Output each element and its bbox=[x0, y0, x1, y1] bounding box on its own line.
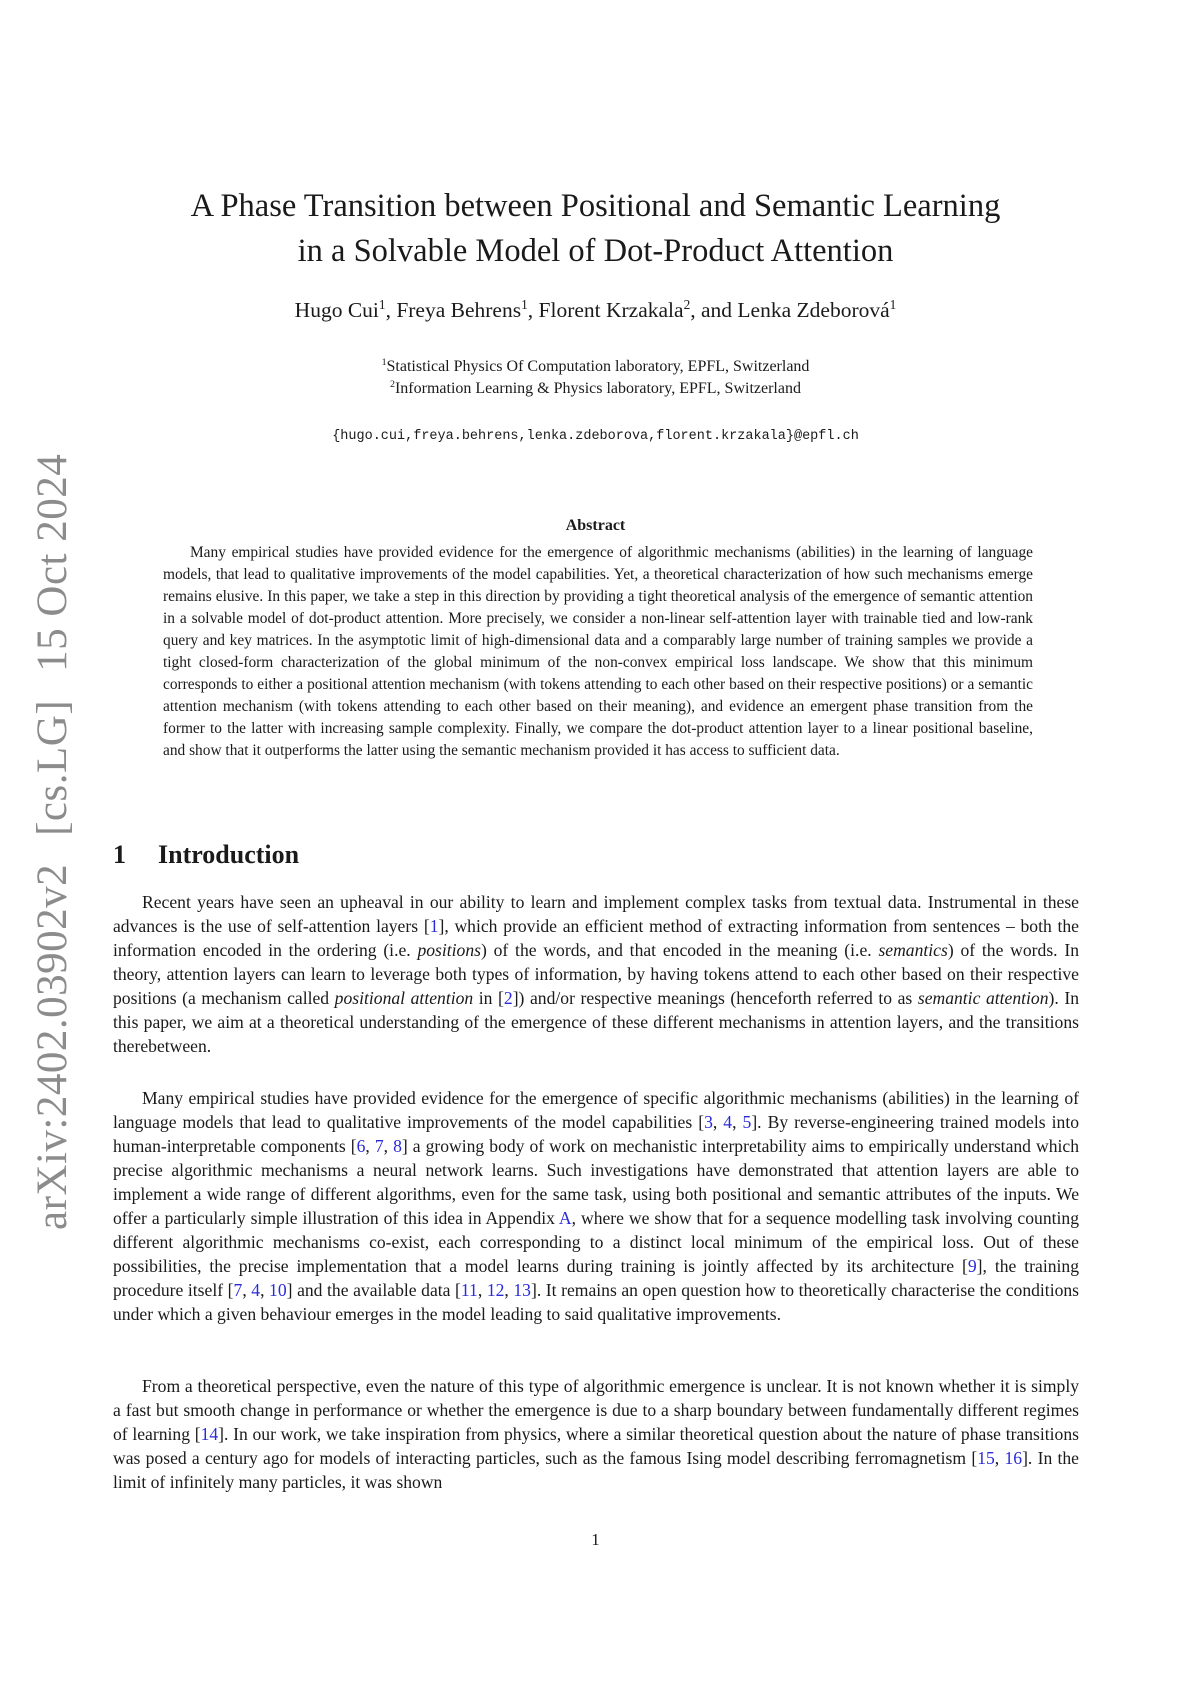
paragraph-text: , bbox=[260, 1280, 270, 1300]
page-number: 1 bbox=[591, 1530, 600, 1549]
author-name: Lenka Zdeborová bbox=[737, 298, 890, 322]
paragraph-text: Many empirical studies have provided evidence for the emergence of specific algorithmic mechanisms (abilities) in the learning of language models that lead to qualitative improvements of the model capabilities [ bbox=[113, 1088, 1079, 1132]
paragraph-text: , bbox=[712, 1112, 724, 1132]
paragraph-text: ]. By reverse-engineering trained models into human-interpretable components [ bbox=[113, 1112, 1080, 1156]
author-separator: , bbox=[527, 298, 539, 322]
affiliation-text: Statistical Physics Of Computation laboratory, EPFL, Switzerland bbox=[386, 358, 810, 375]
intro-paragraph-2 bbox=[113, 1086, 1079, 1326]
author-name: Freya Behrens bbox=[396, 298, 522, 322]
author-affiliation-mark: 1 bbox=[889, 297, 897, 313]
author-separator: , bbox=[385, 298, 397, 322]
paragraph-text: ] and the available data [ bbox=[286, 1280, 461, 1300]
emphasized-term: positional attention bbox=[334, 988, 474, 1008]
affiliation-line bbox=[0, 378, 1191, 400]
paragraph-text: From a theoretical perspective, even the nature of this type of algorithmic emergence is unclear. It is not known whether it is simply a fast but smooth change in performance or whether the emergence is due to a sharp boundary between fundamentally different regimes of learning [ bbox=[113, 1376, 1079, 1444]
arxiv-date: 15 Oct 2024 bbox=[29, 453, 76, 672]
author-name: Florent Krzakala bbox=[538, 298, 684, 322]
affiliation-line bbox=[0, 356, 1191, 378]
citation-link[interactable]: 10 bbox=[269, 1280, 287, 1300]
author-name: Hugo Cui bbox=[294, 298, 379, 322]
emphasized-term: positions bbox=[417, 940, 481, 960]
section-title: Introduction bbox=[158, 840, 300, 869]
paragraph-text: ) of the words. In theory, attention layers can learn to leverage both types of information, by having tokens attend to each other based on their respective positions (a mechanism called bbox=[113, 940, 1079, 1008]
affiliation-mark: 1 bbox=[381, 357, 387, 369]
citation-link[interactable]: 2 bbox=[503, 988, 513, 1008]
paragraph-text: , where we show that for a sequence modelling task involving counting different algorithmic mechanisms co-exist, each corresponding to a distinct local minimum of the empirical loss. Out of these possibilities, the precise implementation that a model learns during training is jointly affected by its architecture [ bbox=[113, 1208, 1079, 1276]
arxiv-id: arXiv:2402.03902v2 bbox=[29, 863, 76, 1230]
citation-link[interactable]: 11 bbox=[460, 1280, 478, 1300]
paragraph-text: Recent years have seen an upheaval in our ability to learn and implement complex tasks from textual data. Instrumental in these advances is the use of self-attention layers [ bbox=[113, 892, 1079, 936]
citation-link[interactable]: 14 bbox=[200, 1424, 219, 1444]
citation-link[interactable]: 9 bbox=[967, 1256, 977, 1276]
arxiv-sidebar-stamp bbox=[28, 426, 77, 1230]
author-affiliation-mark: 1 bbox=[378, 297, 386, 313]
section-number: 1 bbox=[113, 840, 126, 869]
section-heading bbox=[113, 840, 299, 870]
affiliation-mark: 2 bbox=[390, 379, 395, 391]
citation-link[interactable]: 8 bbox=[393, 1136, 402, 1156]
paragraph-text: ) of the words, and that encoded in the meaning (i.e. bbox=[481, 940, 879, 960]
author-affiliation-mark: 1 bbox=[521, 297, 528, 313]
citation-link[interactable]: 7 bbox=[233, 1280, 243, 1300]
paragraph-text: ]. In the limit of infinitely many particles, it was shown bbox=[113, 1448, 1079, 1492]
citation-link[interactable]: 7 bbox=[374, 1136, 384, 1156]
paragraph-text: ], which provide an efficient method of extracting information from sentences – both the information encoded in the ordering (i.e. bbox=[113, 916, 1079, 960]
paragraph-text: ]. In our work, we take inspiration from physics, where a similar theoretical question about the nature of phase transitions was posed a century ago for models of interacting particles, such as the famous Ising model describing ferromagnetism [ bbox=[113, 1424, 1079, 1468]
paragraph-text: , bbox=[477, 1280, 487, 1300]
author-affiliation-mark: 2 bbox=[683, 297, 691, 313]
arxiv-category: [cs.LG] bbox=[29, 699, 76, 836]
paragraph-text: , bbox=[242, 1280, 252, 1300]
citation-link[interactable]: 3 bbox=[704, 1112, 713, 1132]
intro-paragraph-3 bbox=[113, 1374, 1079, 1494]
citation-link[interactable]: 4 bbox=[723, 1112, 733, 1132]
paragraph-text: ], the training procedure itself [ bbox=[113, 1256, 1079, 1300]
citation-link[interactable]: 15 bbox=[977, 1448, 995, 1468]
paragraph-text: , bbox=[383, 1136, 394, 1156]
emphasized-term: semantics bbox=[878, 940, 948, 960]
paragraph-text: ] a growing body of work on mechanistic interpretability aims to empirically understand which precise algorithmic mechanisms a neural network learns. Such investigations have demonstrated that attention layers are able to implement a wide range of different algorithms, even for the same task, using both positional and semantic attributes of the inputs. We offer a particularly simple illustration of this idea in Appendix bbox=[113, 1136, 1079, 1228]
paragraph-text: ]) and/or respective meanings (henceforth referred to as bbox=[512, 988, 918, 1008]
author-list bbox=[0, 298, 1191, 323]
citation-link[interactable]: A bbox=[558, 1208, 572, 1228]
title-line-1: A Phase Transition between Positional and Semantic Learning bbox=[190, 188, 1001, 224]
abstract-heading: Abstract bbox=[565, 517, 626, 534]
author-separator: , and bbox=[690, 298, 738, 322]
citation-link[interactable]: 16 bbox=[1004, 1448, 1023, 1468]
paragraph-text: ]. It remains an open question how to theoretically characterise the conditions under which a given behaviour emerges in the model leading to said qualitative improvements. bbox=[113, 1280, 1080, 1324]
author-email: {hugo.cui,freya.behrens,lenka.zdeborova,florent.krzakala}@epfl.ch bbox=[332, 429, 859, 444]
paragraph-text: , bbox=[732, 1112, 743, 1132]
citation-link[interactable]: 1 bbox=[429, 916, 439, 936]
paragraph-text: ). In this paper, we aim at a theoretical understanding of the emergence of these different mechanisms in attention layers, and the transitions therebetween. bbox=[113, 988, 1080, 1056]
citation-link[interactable]: 12 bbox=[486, 1280, 505, 1300]
paper-title bbox=[0, 184, 1191, 274]
paragraph-text: in [ bbox=[473, 988, 504, 1008]
citation-link[interactable]: 6 bbox=[356, 1136, 366, 1156]
affiliation-text: Information Learning & Physics laboratory, EPFL, Switzerland bbox=[394, 380, 801, 397]
paragraph-text: , bbox=[365, 1136, 375, 1156]
emphasized-term: semantic attention bbox=[917, 988, 1049, 1008]
paragraph-text: , bbox=[504, 1280, 514, 1300]
affiliation-list bbox=[0, 356, 1191, 400]
citation-link[interactable]: 5 bbox=[742, 1112, 752, 1132]
abstract-body: Many empirical studies have provided evidence for the emergence of algorithmic mechanisms (abilities) in the learning of language models, that lead to qualitative improvements of the model capabilities. Yet, a theoretical characterization of how such mechanisms emerge remains elusive. In this paper, we take a step in this direction by providing a tight theoretical analysis of the emergence of semantic attention in a solvable model of dot-product attention. More precisely, we consider a non-linear self-attention layer with trainable tied and low-rank query and key matrices. In the asymptotic limit of high-dimensional data and a comparably large number of training samples we provide a tight closed-form characterization of the global minimum of the non-convex empirical loss landscape. We show that this minimum corresponds to either a positional attention mechanism (with tokens attending to each other based on their respective positions) or a semantic attention mechanism (with tokens attending to each other based on their meaning), and evidence an emergent phase transition from the former to the latter with increasing sample complexity. Finally, we compare the dot-product attention layer to a linear positional baseline, and show that it outperforms the latter using the semantic mechanism provided it has access to sufficient data. bbox=[163, 544, 1033, 759]
title-line-2: in a Solvable Model of Dot-Product Attention bbox=[297, 233, 894, 269]
citation-link[interactable]: 4 bbox=[251, 1280, 261, 1300]
paragraph-text: , bbox=[994, 1448, 1005, 1468]
intro-paragraph-1 bbox=[113, 890, 1079, 1058]
citation-link[interactable]: 13 bbox=[513, 1280, 531, 1300]
